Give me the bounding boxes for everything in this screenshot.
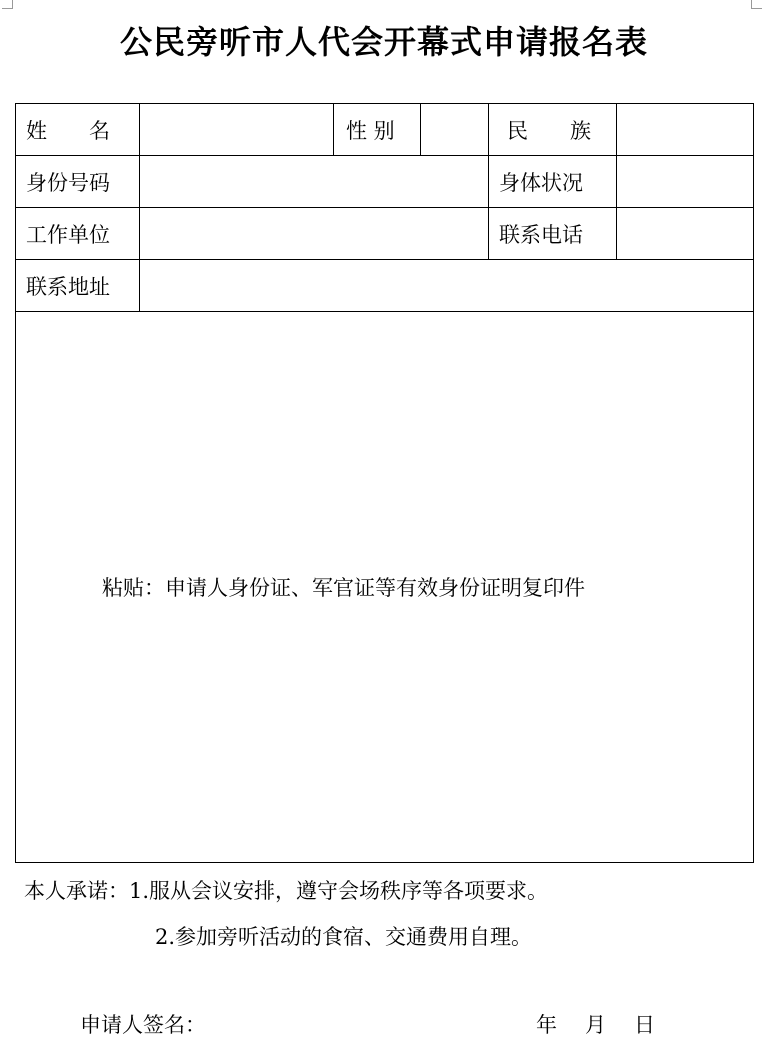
phone-label: 联系电话 <box>489 208 617 260</box>
signature-label: 申请人签名： <box>80 1013 206 1037</box>
address-field[interactable] <box>140 260 754 312</box>
health-label: 身体状况 <box>489 156 617 208</box>
form-row-id <box>16 156 754 208</box>
name-label: 姓 名 <box>16 104 140 156</box>
date-day: 日 <box>634 1013 655 1037</box>
name-field[interactable] <box>140 104 334 156</box>
form-row-employer <box>16 208 754 260</box>
application-form-table <box>15 103 754 863</box>
date-month: 月 <box>585 1013 606 1037</box>
gender-label: 性 别 <box>334 104 421 156</box>
form-row-address <box>16 260 754 312</box>
date-year: 年 <box>536 1013 557 1037</box>
id-copy-instruction: 粘贴：申请人身份证、军官证等有效身份证明复印件 <box>102 576 585 600</box>
employer-label: 工作单位 <box>16 208 140 260</box>
id-number-field[interactable] <box>140 156 489 208</box>
crop-mark-left <box>2 0 13 9</box>
phone-field[interactable] <box>617 208 754 260</box>
date-line <box>536 1009 655 1039</box>
crop-mark-right <box>751 0 762 9</box>
pledge-line-1: 本人承诺：1.服从会议安排，遵守会场秩序等各项要求。 <box>24 879 549 903</box>
form-title: 公民旁听市人代会开幕式申请报名表 <box>119 23 648 61</box>
gender-field[interactable] <box>421 104 489 156</box>
health-field[interactable] <box>617 156 754 208</box>
ethnicity-field[interactable] <box>617 104 754 156</box>
employer-field[interactable] <box>140 208 489 260</box>
address-label: 联系地址 <box>16 260 140 312</box>
form-row-photo <box>16 312 754 863</box>
id-number-label: 身份号码 <box>16 156 140 208</box>
form-row-name <box>16 104 754 156</box>
id-copy-paste-area <box>16 312 754 863</box>
ethnicity-label: 民 族 <box>489 104 617 156</box>
pledge-line-2: 2.参加旁听活动的食宿、交通费用自理。 <box>155 925 533 949</box>
